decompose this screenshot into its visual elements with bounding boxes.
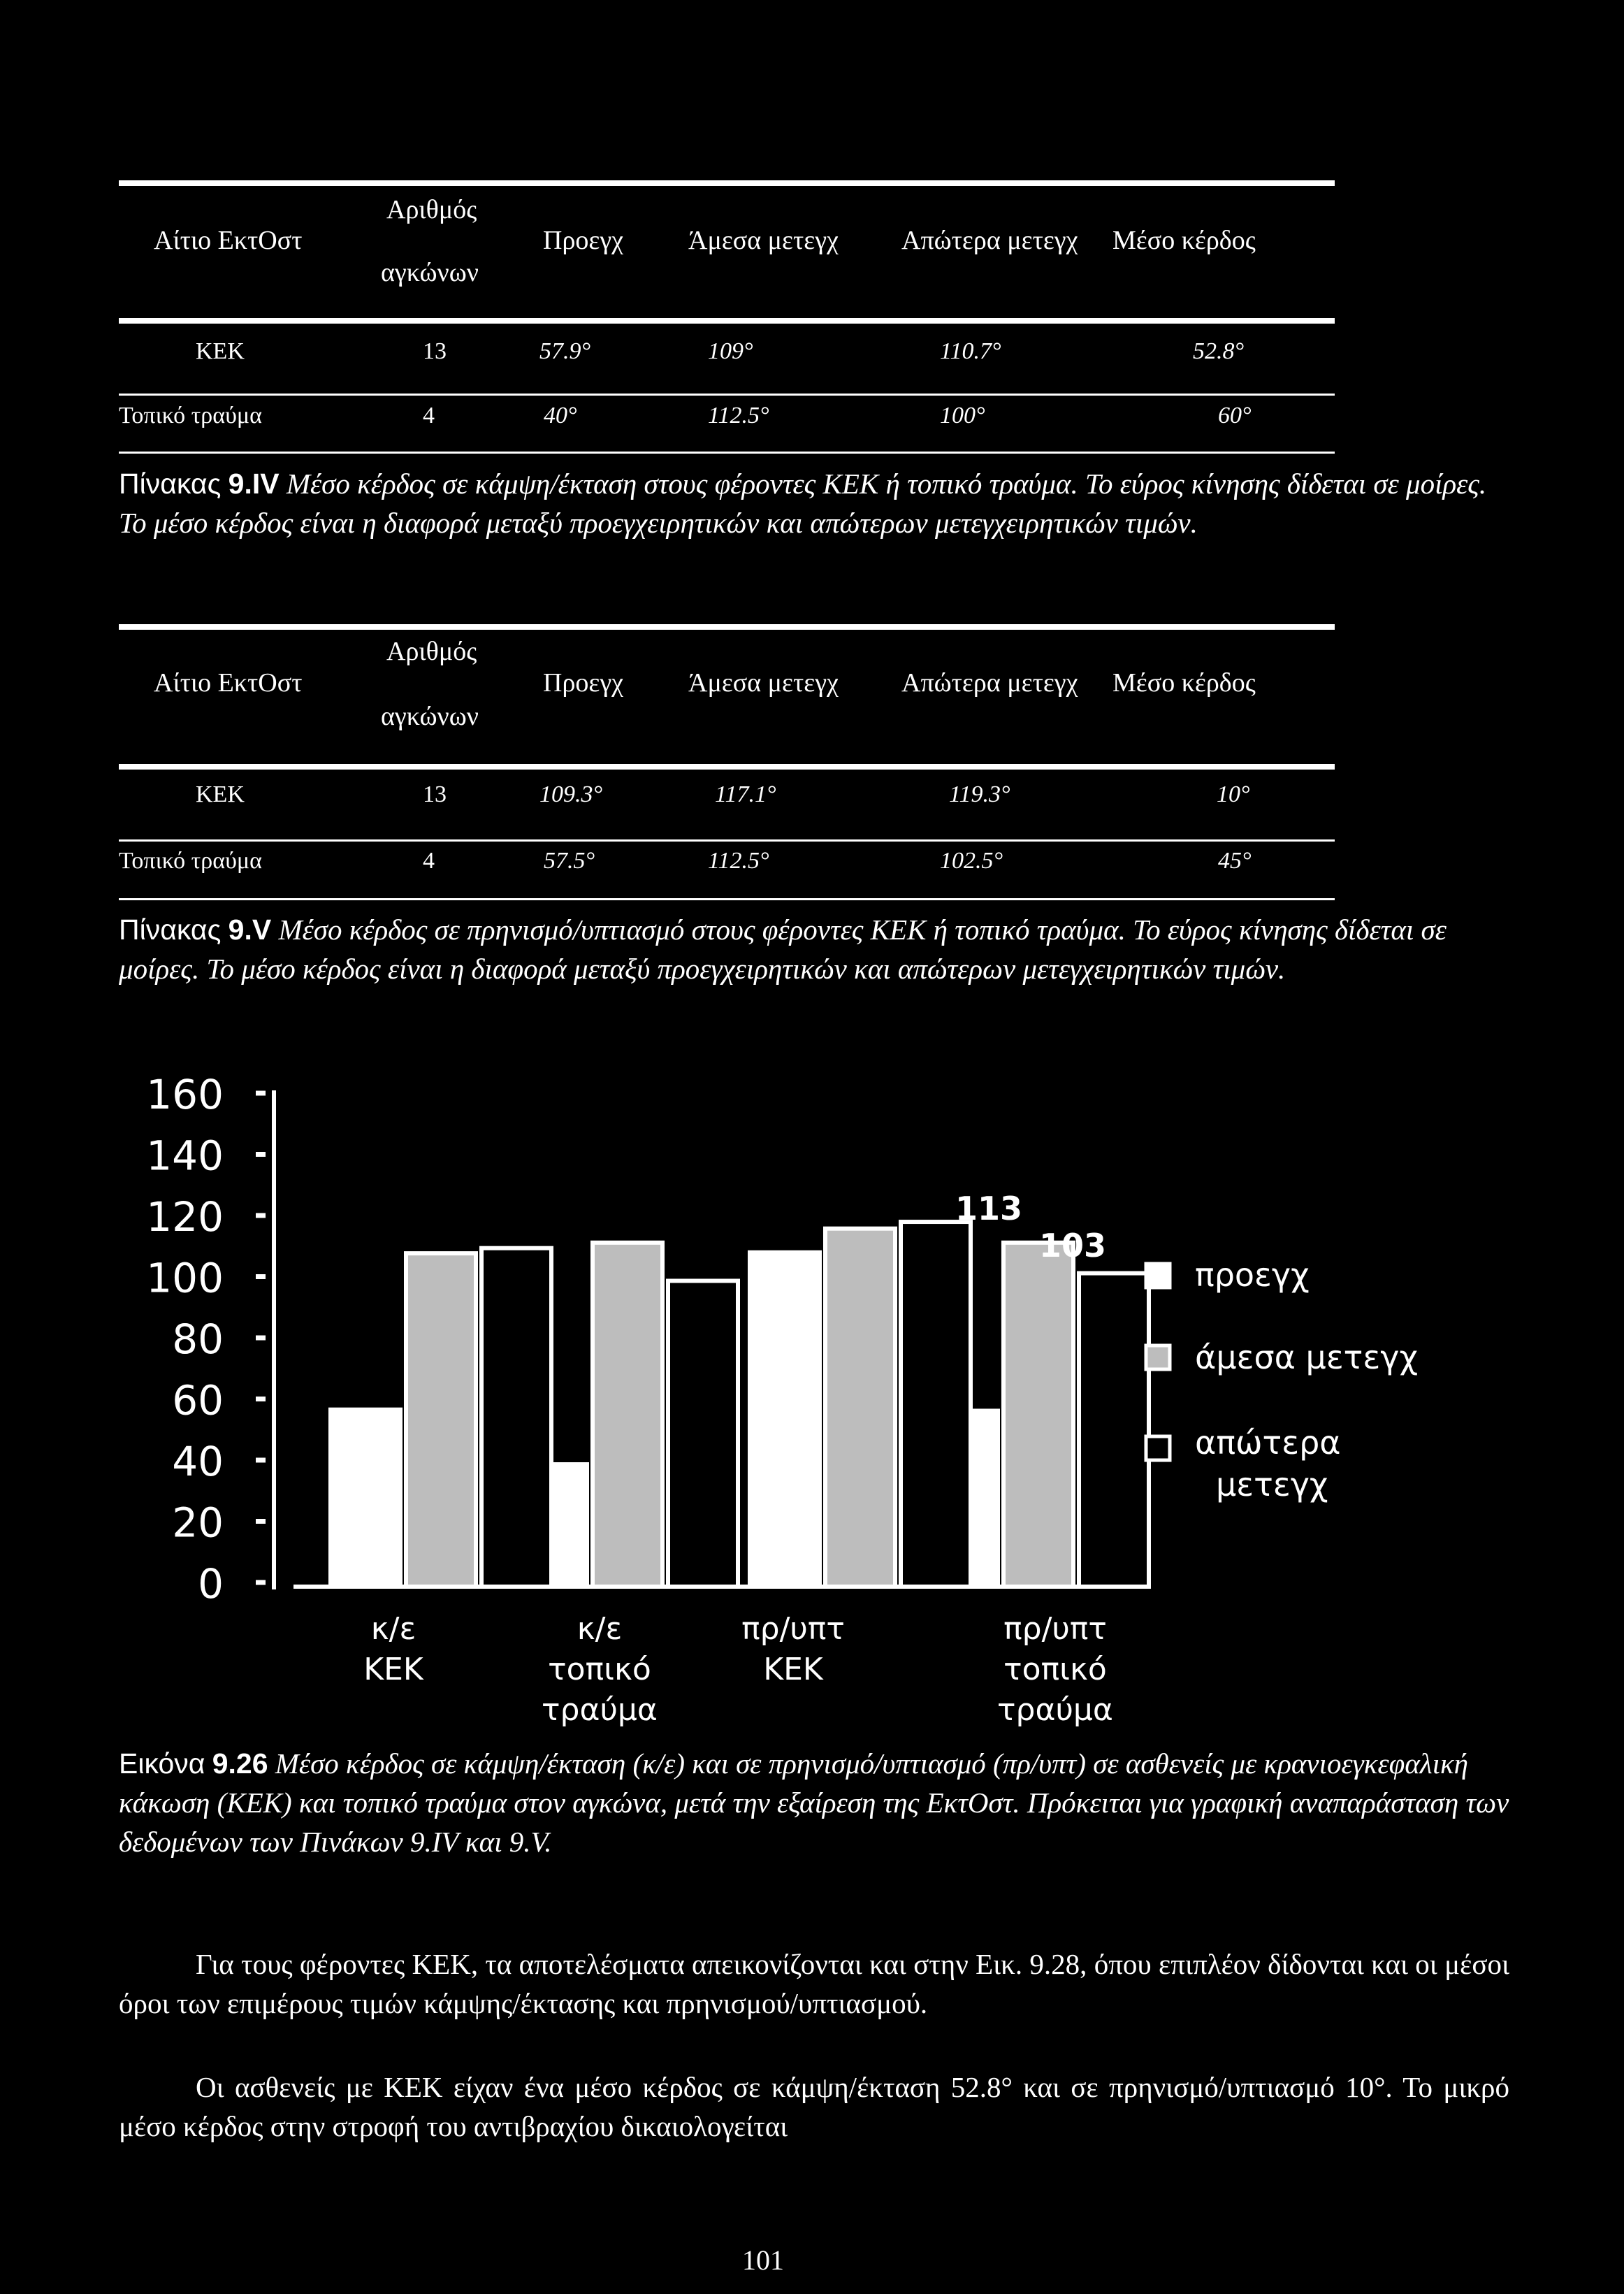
header-count-top: Αριθμός: [386, 637, 477, 666]
legend-swatch: [1146, 1346, 1170, 1369]
bar: [1003, 1243, 1073, 1587]
header-cause: Αίτιο ΕκτΟστ: [154, 668, 303, 698]
row1-immediate: 109°: [708, 338, 753, 364]
row2-immediate: 112.5°: [708, 848, 769, 874]
row2-pre: 57.5°: [544, 848, 595, 874]
caption-lead: Εικόνα: [119, 1747, 205, 1780]
bars: [331, 1222, 1149, 1587]
row2-gain: 60°: [1218, 403, 1252, 428]
table-header-rule: [119, 764, 1335, 770]
row2-cause: Τοπικό τραύμα: [119, 848, 262, 874]
header-count-bottom: αγκώνων: [381, 258, 479, 287]
y-tick-label: 0: [198, 1560, 224, 1608]
caption-number: 9.IV: [228, 468, 280, 500]
bar: [593, 1243, 662, 1587]
category-label: τοπικό: [1003, 1652, 1107, 1687]
caption-lead: Πίνακας: [119, 468, 222, 500]
row2-pre: 40°: [544, 403, 577, 428]
y-tick-label: 40: [172, 1438, 224, 1485]
header-gain: Μέσο κέρδος: [1112, 668, 1256, 698]
category-label: ΚΕΚ: [763, 1652, 823, 1687]
legend-swatch: [1146, 1436, 1170, 1460]
caption-lead: Πίνακας: [119, 914, 222, 946]
legend-label: προεγχ: [1195, 1256, 1310, 1294]
row2-immediate: 112.5°: [708, 403, 769, 428]
category-label: πρ/υπτ: [741, 1611, 845, 1647]
table-header-rule: [119, 318, 1335, 324]
bar: [668, 1281, 738, 1587]
body-paragraph: Οι ασθενείς με ΚΕΚ είχαν ένα μέσο κέρδος σε κάμψη/έκταση 52.8° και σε πρηνισμό/υπτιασμό 10°. Το μικρό μέσο κέρδος στην στροφή του αντιβραχίου δικαιολογείται: [119, 2071, 1509, 2142]
bar: [825, 1229, 895, 1587]
header-late: Απώτερα μετεγχ: [901, 226, 1078, 255]
row1-cause: ΚΕΚ: [196, 338, 245, 364]
header-immediate: Άμεσα μετεγχ: [688, 226, 839, 255]
y-tick-label: 80: [172, 1315, 224, 1363]
header-gain: Μέσο κέρδος: [1112, 226, 1256, 255]
row1-cause: ΚΕΚ: [196, 781, 245, 807]
row1-count: 13: [423, 338, 447, 364]
bar: [1079, 1274, 1149, 1587]
category-label: τραύμα: [542, 1692, 658, 1728]
legend-label: μετεγχ: [1216, 1466, 1328, 1503]
bar: [331, 1410, 400, 1587]
table-9-v-caption: [119, 910, 1509, 988]
legend: [1146, 1256, 1418, 1503]
header-count-bottom: αγκώνων: [381, 702, 479, 731]
header-cause: Αίτιο ΕκτΟστ: [154, 226, 303, 255]
row1-pre: 109.3°: [539, 781, 603, 807]
caption-text: Μέσο κέρδος σε πρηνισμό/υπτιασμό στους φέροντες ΚΕΚ ή τοπικό τραύμα. Το εύρος κίνησης δίδεται σε μοίρες. Το μέσο κέρδος είναι η διαφορά μεταξύ προεγχειρητικών και απώτερων μετεγχειρητικών τιμών.: [119, 914, 1447, 985]
row1-pre: 57.9°: [539, 338, 591, 364]
y-tick-label: 140: [146, 1132, 224, 1180]
row2-gain: 45°: [1218, 848, 1252, 874]
row2-cause: Τοπικό τραύμα: [119, 403, 262, 428]
row2-late: 100°: [940, 403, 985, 428]
category-label: τοπικό: [548, 1652, 651, 1687]
page-number: 101: [742, 2244, 784, 2276]
y-tick-label: 100: [146, 1254, 224, 1302]
category-label: κ/ε: [370, 1611, 416, 1647]
bar: [750, 1253, 820, 1587]
row1-gain: 52.8°: [1193, 338, 1245, 364]
row2-late: 102.5°: [940, 848, 1003, 874]
y-tick-label: 160: [146, 1071, 224, 1118]
row1-immediate: 117.1°: [715, 781, 776, 807]
header-pre: Προεγχ: [543, 668, 624, 698]
caption-number: 9.V: [228, 914, 272, 946]
y-tick-label: 60: [172, 1376, 224, 1424]
caption-number: 9.26: [212, 1747, 268, 1780]
row-rule: [119, 394, 1335, 396]
header-immediate: Άμεσα μετεγχ: [688, 668, 839, 698]
figure-9-26-caption: [119, 1744, 1509, 1861]
row-rule: [119, 839, 1335, 842]
bar: [481, 1248, 551, 1587]
header-pre: Προεγχ: [543, 226, 624, 255]
body-paragraph: Για τους φέροντες ΚΕΚ, τα αποτελέσματα απεικονίζονται και στην Εικ. 9.28, όπου επιπλέον δίδονται και οι μέσοι όροι των επιμέρους τιμών κάμψης/έκτασης και πρηνισμού/υπτιασμού.: [119, 1948, 1509, 2019]
table-9-iv-caption: [119, 464, 1509, 542]
data-label: 113: [955, 1190, 1023, 1227]
header-late: Απώτερα μετεγχ: [901, 668, 1078, 698]
table-top-rule: [119, 180, 1335, 186]
header-count-top: Αριθμός: [386, 195, 477, 224]
row1-gain: 10°: [1217, 781, 1250, 807]
category-label: τραύμα: [997, 1692, 1113, 1728]
table-bottom-rule: [119, 452, 1335, 454]
y-tick-label: 120: [146, 1193, 224, 1241]
category-label: κ/ε: [577, 1611, 623, 1647]
row1-count: 13: [423, 781, 447, 807]
row2-count: 4: [423, 403, 435, 428]
legend-label: άμεσα μετεγχ: [1195, 1339, 1419, 1376]
row1-late: 119.3°: [949, 781, 1010, 807]
category-label: ΚΕΚ: [363, 1652, 423, 1687]
bar: [901, 1222, 971, 1587]
caption-text: Μέσο κέρδος σε κάμψη/έκταση στους φέροντες ΚΕΚ ή τοπικό τραύμα. Το εύρος κίνησης δίδεται σε μοίρες. Το μέσο κέρδος είναι η διαφορά μεταξύ προεγχειρητικών και απώτερων μετεγχειρητικών τιμών.: [119, 468, 1487, 539]
bar: [406, 1253, 476, 1587]
row1-late: 110.7°: [940, 338, 1001, 364]
data-label: 103: [1038, 1227, 1107, 1264]
table-bottom-rule: [119, 898, 1335, 900]
x-axis-labels: [363, 1611, 1113, 1728]
row2-count: 4: [423, 848, 435, 874]
category-label: πρ/υπτ: [1003, 1611, 1107, 1647]
y-tick-label: 20: [172, 1499, 224, 1547]
bar-chart: [0, 1048, 1624, 1740]
legend-label: απώτερα: [1195, 1424, 1341, 1462]
legend-swatch: [1146, 1264, 1170, 1287]
table-top-rule: [119, 624, 1335, 630]
caption-text: Μέσο κέρδος σε κάμψη/έκταση (κ/ε) και σε πρηνισμό/υπτιασμό (πρ/υπτ) σε ασθενείς με κρανιοεγκεφαλική κάκωση (ΚΕΚ) και τοπικό τραύμα στον αγκώνα, μετά την εξαίρεση της ΕκτΟστ. Πρόκειται για γραφική αναπαράσταση των δεδομένων των Πινάκων 9.IV και 9.V.: [119, 1747, 1509, 1858]
